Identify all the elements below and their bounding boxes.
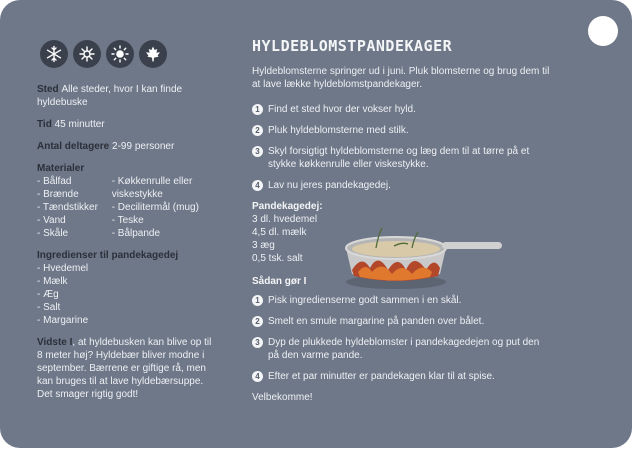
punch-hole: [588, 16, 618, 46]
intro-text: Hyldeblomsterne springer ud i juni. Pluk blomsterne og brug dem til at lave lække hyldeblomstpandekager.: [252, 66, 550, 90]
step-item: [252, 145, 552, 171]
batter-item: 3 æg: [252, 240, 275, 251]
step-text: Efter et par minutter er pandekagen klar til at spise.: [268, 371, 495, 382]
maple-leaf-icon: [139, 40, 167, 68]
material-item: - Teske: [111, 215, 144, 226]
participants-value: 2-99 personer: [112, 141, 175, 152]
step-text: Smelt en smule margarine på panden over bålet.: [268, 316, 485, 327]
material-item: - Decilitermål (mug): [111, 202, 199, 213]
step-number: 2: [252, 316, 263, 327]
step-item: [252, 315, 552, 328]
material-item: - Bålfad: [37, 176, 72, 187]
closing-text: Velbekomme!: [252, 392, 313, 403]
step-text: Lav nu jeres pandekagedej.: [268, 180, 391, 191]
ingredients-list: [37, 262, 217, 327]
time-info: [37, 118, 217, 131]
step-text: Skyl forsigtigt hyldeblomsterne og læg dem til at tørre på et stykke køkkenrulle eller viskestykke.: [268, 146, 530, 170]
step-item: [252, 370, 552, 383]
step-number: 3: [252, 337, 263, 348]
step-item: [252, 336, 552, 362]
sun-icon: [106, 40, 134, 68]
material-item: - Skåle: [37, 228, 69, 239]
material-item: - Tændstikker: [37, 202, 98, 213]
step-number: 1: [252, 295, 263, 306]
materials-heading: Materialer: [37, 163, 85, 174]
info-column: [37, 83, 217, 401]
materials-list: [37, 175, 217, 240]
step-item: [252, 124, 552, 137]
steps-list-2: [252, 294, 552, 383]
participants-label: Antal deltagere: [37, 141, 110, 152]
place-value: Alle steder, hvor I kan finde hyldebuske: [37, 84, 183, 108]
flower-icon: [73, 40, 101, 68]
place-label: Sted: [37, 84, 59, 95]
material-item: - Vand: [37, 215, 66, 226]
material-item: - Bålpande: [111, 228, 161, 239]
time-label: Tid: [37, 119, 52, 130]
fact-text: [37, 336, 217, 401]
step-number: 4: [252, 371, 263, 382]
step-number: 1: [252, 104, 263, 115]
ingredients-heading: Ingredienser til pandekagedej: [37, 250, 179, 261]
step-number: 3: [252, 146, 263, 157]
ingredient-item: - Mælk: [37, 276, 68, 287]
step-text: Find et sted hvor der vokser hyld.: [268, 104, 416, 115]
ingredient-item: - Salt: [37, 302, 61, 313]
season-icons: [40, 40, 167, 68]
ingredient-item: - Margarine: [37, 315, 89, 326]
step-text: Dyp de plukkede hyldeblomster i pandekagedejen og put den på den varme pande.: [268, 337, 540, 361]
batter-heading: Pandekagedej:: [252, 201, 323, 212]
batter-item: 0,5 tsk. salt: [252, 253, 303, 264]
participants-info: [37, 140, 217, 153]
snowflake-icon: [40, 40, 68, 68]
fact-body: , at hyldebusken kan blive op til 8 meter høj? Hyldebær bliver modne i september. Bærrene er giftige rå, men kan bruges til at lave hyldebærsuppe. Det smager rigtig godt!: [37, 337, 212, 400]
ingredient-item: - Hvedemel: [37, 263, 89, 274]
material-item: - Køkkenrulle eller viskestykke: [111, 176, 193, 200]
step-text: Pisk ingredienserne godt sammen i en skål.: [268, 295, 462, 306]
materials-col-1: [37, 175, 112, 240]
step-number: 2: [252, 125, 263, 136]
ingredient-item: - Æg: [37, 289, 59, 300]
batter-item: 3 dl. hvedemel: [252, 214, 318, 225]
frying-pan-illustration: [342, 222, 507, 297]
batter-item: 4,5 dl. mælk: [252, 227, 307, 238]
fact-label: Vidste I: [37, 337, 73, 348]
place-info: [37, 83, 217, 109]
step-item: [252, 179, 552, 192]
step-item: [252, 103, 552, 116]
materials-col-2: [112, 175, 217, 240]
time-value: 45 minutter: [54, 119, 105, 130]
material-item: - Brænde: [37, 189, 79, 200]
step-text: Pluk hyldeblomsterne med stilk.: [268, 125, 409, 136]
page-title: HYLDEBLOMSTPANDEKAGER: [252, 37, 453, 55]
step-number: 4: [252, 180, 263, 191]
method-heading: Sådan gør I: [252, 276, 307, 287]
steps-list-1: [252, 103, 552, 192]
